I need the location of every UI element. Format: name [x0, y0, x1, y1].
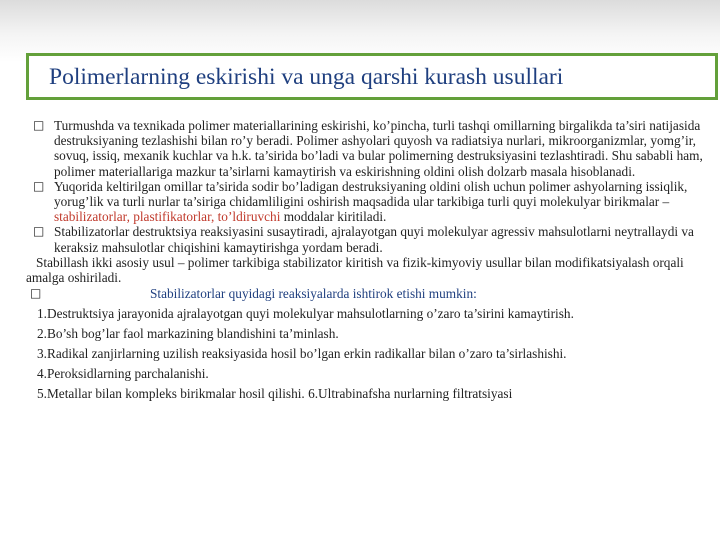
paragraph-text: Stabilizatorlar destruktsiya reaksiyasini susaytiradi, ajralayotgan quyi molekulyar agressiv mahsulotlarni neytrallaydi va keraksiz mahsulotlar chiqishini kamaytirishga yordam beradi. — [54, 224, 694, 255]
square-bullet-icon: □ — [30, 286, 42, 301]
paragraph-text: Turmushda va texnikada polimer materiallarining eskirishi, ko’pincha, turli tashqi omillarning birgalikda ta’siri natijasida destruksiyaning tezlashishi bilan ro’y beradi. Polimer ashyolari quyosh va radiatsiya nurlari, mikroorganizmlar, yomg’ir, sovuq, issiq, mexanik kuchlar va h.k. ta’sirida bo’ladi va bular polimerning destruksiyasini tezlashtiradi. Shu sababli ham, polimer materiallariga mazkur ta’sirlarni kamaytirish va eskirishning oldini olish dolzarb masala hisoblanadi. — [54, 118, 703, 179]
paragraph-polymer-aging — [30, 118, 714, 179]
list-item: 2.Bo’sh bog’lar faol markazining blandishini ta’minlash. — [37, 326, 339, 342]
slide-title: Polimerlarning eskirishi va unga qarshi kurash usullari — [49, 64, 564, 90]
paragraph-stabilizers — [30, 224, 714, 254]
square-bullet-icon: □ — [33, 178, 45, 193]
list-item: 3.Radikal zanjirlarning uzilish reaksiyasida hosil bo’lgan erkin radikallar bilan o’zaro ta’sirlashishi. — [37, 346, 567, 362]
heading-text: Stabilizatorlar quyidagi reaksiyalarda ishtirok etishi mumkin: — [150, 286, 477, 302]
list-item: 4.Peroksidlarning parchalanishi. — [37, 366, 209, 382]
square-bullet-icon: □ — [33, 118, 45, 132]
paragraph-text: Yuqorida keltirilgan omillar ta’sirida sodir bo’ladigan destruksiyaning oldini olish uchun polimer ashyolarning issiqlik, yorug’lik va turli nurlar ta’siriga chidamliligini oshirish maqsadida ular tarkibiga turli quyi molekulyar birikmalar – — [54, 178, 688, 210]
paragraph-additives — [30, 179, 714, 225]
list-item: 5.Metallar bilan kompleks birikmalar hosil qilishi. 6.Ultrabinafsha nurlarning filtratsiyasi — [37, 386, 513, 402]
title-frame — [26, 53, 718, 100]
paragraph-stabilization-methods: Stabillash ikki asosiy usul – polimer tarkibiga stabilizator kiritish va fizik-kimyoviy usullar bilan modifikatsiyalash orqali amalga oshiriladi. — [26, 254, 684, 286]
slide-body — [26, 118, 714, 406]
reaction-list — [30, 306, 714, 402]
stabilizer-reactions-heading — [30, 286, 714, 302]
paragraph-text: moddalar kiritiladi. — [280, 209, 387, 225]
square-bullet-icon: □ — [33, 224, 45, 239]
list-item: 1.Destruktsiya jarayonida ajralayotgan quyi molekulyar mahsulotlarning o’zaro ta’sirini kamaytirish. — [37, 306, 574, 322]
highlighted-additives: stabilizatorlar, plastifikatorlar, to’ldiruvchi — [54, 209, 281, 225]
